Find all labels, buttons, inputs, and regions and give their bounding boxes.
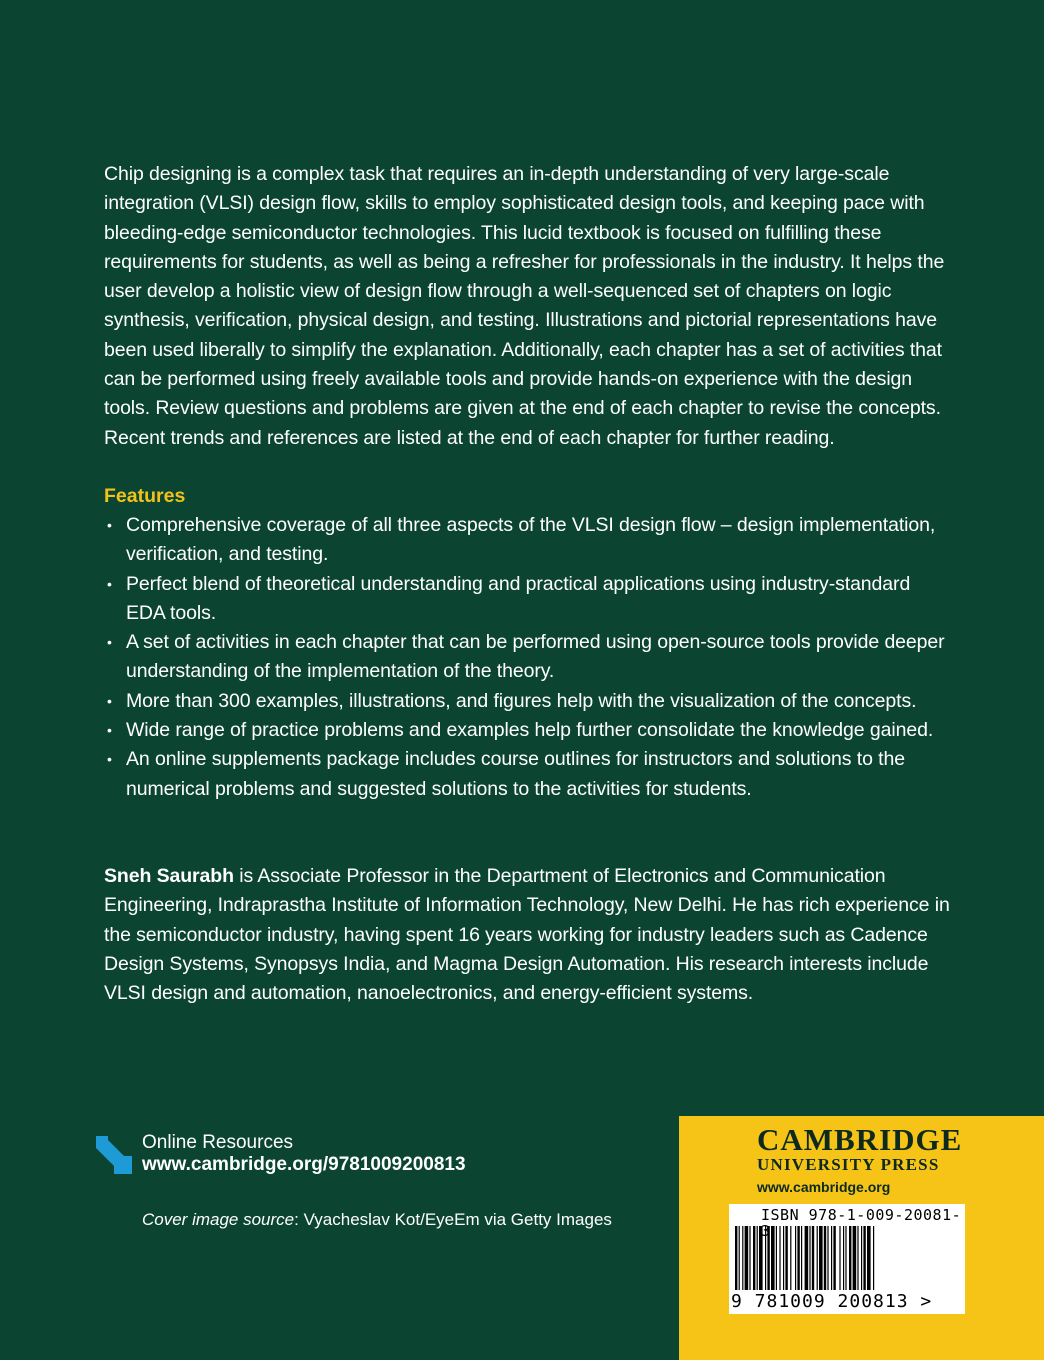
barcode-bar [827, 1226, 828, 1290]
barcode-bar [749, 1226, 750, 1290]
online-resources-url[interactable]: www.cambridge.org/9781009200813 [142, 1154, 466, 1175]
description-text: Chip designing is a complex task that requires an in-depth understanding of very large-scale integration (VLSI) design flow, skills to employ sophisticated design tools, and keeping pace with bleeding-edge semiconductor technologies. This lucid textbook is focused on fulfilling these requirements for students, as well as being a refresher for professionals in the industry. It helps the user develop a holistic view of design flow through a well-sequenced set of chapters on logic synthesis, verification, physical design, and testing. Illustrations and pictorial representations have been used liberally to simplify the explanation. Additionally, each chapter has a set of activities that can be performed using freely available tools and provide hands-on experience with the design tools. Review questions and problems are given at the end of each chapter to revise the concepts. Recent trends and references are listed at the end of each chapter for further reading. [104, 163, 945, 449]
cover-credit [142, 1209, 612, 1231]
barcode-bar [853, 1226, 857, 1290]
barcode-bar [824, 1226, 826, 1290]
barcode-bar [805, 1226, 809, 1290]
arrow-down-right-icon [94, 1134, 134, 1176]
barcode-bar [849, 1226, 851, 1290]
barcode-bar [757, 1226, 758, 1290]
cover-credit-text: : Vyacheslav Kot/EyeEm via Getty Images [294, 1210, 612, 1229]
publisher-box [679, 1116, 1044, 1360]
barcode-bar [753, 1226, 755, 1290]
barcode-bar [797, 1226, 799, 1290]
barcode-bar [767, 1226, 769, 1290]
barcode-bar [765, 1226, 766, 1290]
barcode-bar [771, 1226, 775, 1290]
barcode-bar [817, 1226, 818, 1290]
features-list [104, 511, 954, 804]
online-resources [94, 1132, 466, 1176]
barcode-bar [819, 1226, 823, 1290]
barcode-bar [863, 1226, 865, 1290]
barcode-bar [785, 1226, 787, 1290]
barcode-bar [861, 1226, 862, 1290]
barcode-icon [735, 1226, 959, 1290]
author-name: Sneh Saurabh [104, 865, 234, 887]
barcode-bar [831, 1226, 832, 1290]
barcode-bar [845, 1226, 846, 1290]
barcode-bar [735, 1226, 737, 1290]
barcode-bar [779, 1226, 780, 1290]
barcode-bar [776, 1226, 777, 1290]
barcode-bar [742, 1226, 743, 1290]
barcode-panel [729, 1204, 965, 1314]
barcode-bar [745, 1226, 749, 1290]
barcode-bar [812, 1226, 814, 1290]
features-heading: Features [104, 485, 186, 507]
publisher-subname: UNIVERSITY PRESS [757, 1155, 940, 1174]
online-resources-label: Online Resources [142, 1132, 294, 1153]
publisher-name: CAMBRIDGE [757, 1122, 963, 1157]
barcode-digits: 9 781009 200813 > [731, 1291, 933, 1312]
barcode-bar [759, 1226, 763, 1290]
author-bio-text: is Associate Professor in the Department of Electronics and Communication Engineering, Indraprastha Institute of Information Technology, New Delhi. He has rich experience in the semiconductor industry, having spent 16 years working for industry leaders such as Cadence Design Systems, Synopsys India, and Magma Design Automation. His research interests include VLSI design and automation, nanoelectronics, and energy-efficient systems. [104, 865, 950, 1005]
feature-item: • Perfect blend of theoretical understanding and practical applications using industry-standard EDA tools. [104, 570, 954, 629]
barcode-bar [783, 1226, 784, 1290]
barcode-bar [739, 1226, 740, 1290]
barcode-bar [867, 1226, 871, 1290]
author-bio [104, 862, 954, 1008]
feature-item: • A set of activities in each chapter that can be performed using open-source tools provide deeper understanding of the implementation of the theory. [104, 628, 954, 687]
feature-item: • More than 300 examples, illustrations, and figures help with the visualization of the concepts. [104, 687, 954, 716]
barcode-bar [790, 1226, 791, 1290]
barcode-bar [873, 1226, 874, 1290]
barcode-bar [839, 1226, 840, 1290]
isbn-label: ISBN 978-1-009-20081-3 [761, 1206, 962, 1240]
feature-item: • An online supplements package includes course outlines for instructors and solutions to the numerical problems and suggested solutions to the activities for students. [104, 745, 954, 804]
barcode-bar [809, 1226, 810, 1290]
cover-credit-label: Cover image source [142, 1210, 295, 1229]
publisher-url: www.cambridge.org [757, 1179, 891, 1195]
feature-item: • Wide range of practice problems and examples help further consolidate the knowledge gained. [104, 716, 954, 745]
barcode-bar [801, 1226, 802, 1290]
barcode-bar [843, 1226, 844, 1290]
barcode-bar [833, 1226, 835, 1290]
feature-item: • Comprehensive coverage of all three aspects of the VLSI design flow – design implementation, verification, and testing. [104, 511, 954, 570]
barcode-bar [857, 1226, 858, 1290]
barcode-bar [795, 1226, 796, 1290]
